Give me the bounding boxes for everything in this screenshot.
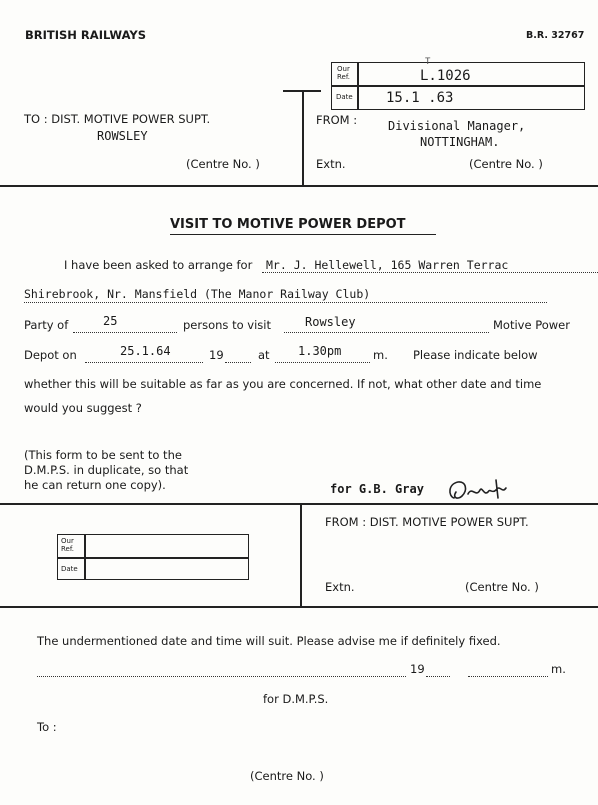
- reply-reference-divider: [57, 557, 248, 559]
- reply-reference-label-divider: [84, 534, 86, 579]
- visit-date-dots: [85, 362, 203, 363]
- reply-m-label: m.: [551, 662, 566, 676]
- our-label: Our: [337, 65, 350, 73]
- our-ref-label: [337, 65, 350, 81]
- reply-section-rule: [0, 503, 598, 505]
- to-location: ROWSLEY: [97, 129, 148, 143]
- date-value: 15.1 .63: [386, 90, 454, 106]
- reply-year-field[interactable]: [426, 676, 450, 677]
- form-title: VISIT TO MOTIVE POWER DEPOT: [170, 217, 406, 232]
- reply-statement: The undermentioned date and time will suit. Please advise me if definitely fixed.: [37, 634, 501, 648]
- to-centre-no: (Centre No. ): [186, 157, 260, 171]
- reference-box-divider: [331, 85, 584, 87]
- reply-date-label: Date: [61, 565, 78, 573]
- motive-power-label: Motive Power: [493, 318, 570, 332]
- visit-time: 1.30pm: [298, 344, 342, 358]
- year-prefix: 19: [209, 348, 224, 362]
- party-size: 25: [103, 314, 118, 328]
- party-size-dots: [73, 332, 177, 333]
- suggest-question: would you suggest ?: [24, 401, 142, 415]
- header-rule: [0, 185, 598, 187]
- from-line-1: Divisional Manager,: [388, 119, 526, 133]
- visit-location: Rowsley: [305, 315, 356, 329]
- from-line-2: NOTTINGHAM.: [420, 135, 500, 149]
- reply-extn: Extn.: [325, 580, 355, 594]
- reply-centre-no: (Centre No. ): [465, 580, 539, 594]
- visit-date: 25.1.64: [120, 344, 171, 358]
- reply-our-label: Our: [61, 537, 74, 545]
- visit-time-dots: [275, 362, 370, 363]
- reply-vertical-divider: [300, 503, 302, 607]
- indicate-below-text: Please indicate below: [413, 348, 538, 362]
- visit-location-dots: [284, 332, 489, 333]
- note-line-2: D.M.P.S. in duplicate, so that: [24, 463, 189, 477]
- ref-annotation: T: [425, 57, 431, 67]
- party-of-label: Party of: [24, 318, 69, 332]
- m-label: m.: [373, 348, 388, 362]
- visitor-club: Shirebrook, Nr. Mansfield (The Manor Railway Club): [24, 287, 371, 301]
- signature-for: for G.B. Gray: [330, 482, 424, 496]
- note-line-1: (This form to be sent to the: [24, 448, 182, 462]
- suitability-question: whether this will be suitable as far as you are concerned. If not, what other date and time: [24, 377, 542, 391]
- organisation-name: BRITISH RAILWAYS: [25, 28, 146, 42]
- reference-box-label-divider: [357, 62, 359, 109]
- year-dots: [225, 362, 251, 363]
- top-vertical-divider: [302, 90, 304, 186]
- handwritten-signature: [446, 476, 514, 506]
- reply-year-label: 19: [410, 662, 425, 676]
- to-label: TO : DIST. MOTIVE POWER SUPT.: [24, 112, 211, 126]
- persons-to-visit-label: persons to visit: [183, 318, 271, 332]
- reply-date-field[interactable]: [37, 676, 406, 677]
- reply-time-field[interactable]: [468, 676, 548, 677]
- address-dotted-line: [24, 302, 547, 303]
- date-label: Date: [336, 93, 353, 101]
- our-ref-value: L.1026: [420, 68, 471, 84]
- from-extn: Extn.: [316, 157, 346, 171]
- title-underline: [170, 234, 436, 235]
- reply-to-label: To :: [37, 720, 57, 734]
- reply-bottom-rule: [0, 606, 598, 608]
- note-line-3: he can return one copy).: [24, 478, 166, 492]
- reply-to-centre-no: (Centre No. ): [250, 769, 324, 783]
- from-centre-no: (Centre No. ): [469, 157, 543, 171]
- from-label: FROM :: [316, 113, 358, 127]
- reply-ref-label: Ref.: [61, 545, 75, 553]
- arrange-dotted-line: [262, 272, 598, 273]
- at-label: at: [258, 348, 270, 362]
- depot-on-label: Depot on: [24, 348, 77, 362]
- visitor-name-address: Mr. J. Hellewell, 165 Warren Terrac: [266, 258, 509, 272]
- arrange-prefix: I have been asked to arrange for: [64, 258, 253, 272]
- ref-label: Ref.: [337, 73, 351, 81]
- form-number: B.R. 32767: [526, 30, 585, 41]
- reply-from-label: FROM : DIST. MOTIVE POWER SUPT.: [325, 515, 529, 529]
- instruction-note: [24, 448, 188, 493]
- for-dmps-label: for D.M.P.S.: [263, 692, 329, 706]
- reply-our-ref-label: [61, 537, 74, 553]
